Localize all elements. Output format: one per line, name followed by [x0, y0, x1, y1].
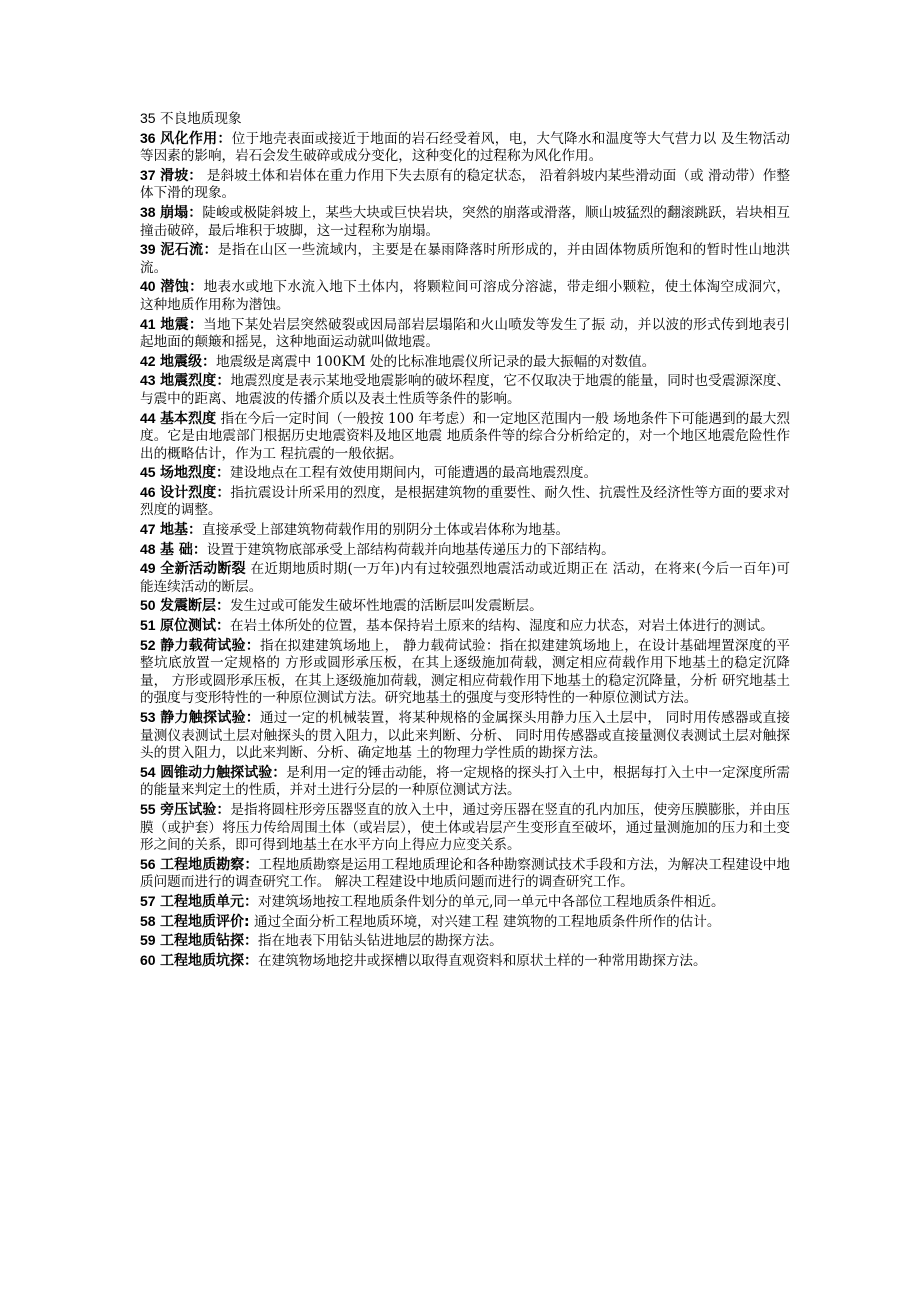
entry-definition: 指在拟建建筑场地上， 静力载荷试验：指在拟建建筑场地上，在设计基础埋置深度的平整坑底放置一定规格的 方形或圆形承压板，在其上逐级施加荷载，测定相应荷载作用下地基土的稳定沉降量， 方形或圆形承压板，在其上逐级施加荷载，测定相应荷载作用下地基土的稳定沉降量，分析 研究地基土的强度与变形特性的一种原位测试方法。研究地基土的强度与变形特性的一种原位测试方法。	[140, 637, 791, 707]
entry-number: 58	[140, 912, 156, 929]
definition-entry	[140, 913, 790, 932]
entry-definition: 是斜坡土体和岩体在重力作用下失去原有的稳定状态， 沿着斜坡内某些滑动面（或 滑动带）作整体下滑的现象。	[140, 167, 791, 202]
definition-entry	[140, 617, 790, 636]
entry-number: 41	[140, 315, 156, 332]
entry-definition: 地表水或地下水流入地下土体内，将颗粒间可溶成分溶滤，带走细小颗粒，使土体淘空成洞穴， 这种地质作用称为潜蚀。	[140, 279, 791, 313]
entry-number: 39	[140, 241, 156, 258]
entry-number: 54	[140, 763, 156, 780]
entry-number: 44	[140, 409, 156, 426]
heading-text: 不良地质现象	[160, 111, 242, 127]
definition-entry	[140, 560, 790, 596]
entry-definition: 是指将圆柱形旁压器竖直的放入土中，通过旁压器在竖直的孔内加压，使旁压膜膨胀，并由压膜（或护套）将压力传给周围土体（或岩层），使土体或岩层产生变形直至破坏，通过量测施加的压力和土变形之间的关系，即可得到地基土在水平方向上得应力应变关系。	[140, 801, 791, 854]
entry-term: 工程地质坑探：	[160, 952, 259, 969]
entry-definition: 陡峻或极陡斜坡上，某些大块或巨快岩块，突然的崩落或滑落，顺山坡猛烈的翻滚跳跃，岩块相互撞击破碎，最后堆积于坡脚，这一过程称为崩塌。	[140, 204, 791, 239]
definition-entry	[140, 130, 790, 166]
definition-entry	[140, 521, 790, 540]
entry-definition: 工程地质勘察是运用工程地质理论和各种勘察测试技术手段和方法，为解决工程建设中地质问题而进行的调查研究工作。 解决工程建设中地质问题而进行的调查研究工作。	[140, 856, 791, 891]
entry-term: 工程地质钻探：	[160, 933, 259, 950]
definition-entry	[140, 372, 790, 408]
entry-term: 工程地质单元：	[160, 893, 259, 910]
definition-entry	[140, 637, 790, 708]
definition-entry	[140, 278, 790, 314]
definition-entry	[140, 856, 790, 892]
entry-definition: 在岩土体所处的位置，基本保持岩土原来的结构、湿度和应力状态，对岩土体进行的测试。	[230, 618, 774, 635]
entry-definition: 是利用一定的锤击动能，将一定规格的探头打入土中，根据每打入土中一定深度所需的能量来判定土的性质，并对土进行分层的一种原位测试方法。	[140, 764, 791, 799]
definition-entry	[140, 410, 790, 464]
entry-term: 全新活动断裂	[160, 561, 246, 578]
entry-term: 地震：	[160, 316, 204, 333]
entry-definition: 指在今后一定时间（一般按 100 年考虑）和一定地区范围内一般 场地条件下可能遇到的最大烈度。它是由地震部门根据历史地震资料及地区地震 地质条件等的综合分析给定的，对一个地区地震危险性作出的概略估计，作为工 程抗震的一般依据。	[140, 410, 791, 462]
entry-number: 56	[140, 855, 156, 872]
entry-definition: 位于地壳表面或接近于地面的岩石经受着风，电，大气降水和温度等大气营力以 及生物活动等因素的影响，岩石会发生破碎或成分变化，这种变化的过程称为风化作用。	[140, 130, 791, 165]
definition-entry	[140, 597, 790, 616]
entry-definition: 设置于建筑物底部承受上部结构荷载并向地基传递压力的下部结构。	[206, 541, 615, 558]
entry-number: 53	[140, 709, 156, 725]
entry-number: 57	[140, 892, 156, 909]
entry-definition: 对建筑场地按工程地质条件划分的单元,同一单元中各部位工程地质条件相近。	[258, 893, 725, 910]
entry-term: 工程地质评价:	[160, 913, 250, 930]
definition-entry	[140, 316, 790, 352]
entry-number: 40	[140, 278, 156, 295]
heading-number: 35	[140, 110, 156, 126]
entry-number: 38	[140, 203, 156, 220]
entry-definition: 通过一定的机械装置，将某种规格的金属探头用静力压入土层中， 同时用传感器或直接量测仪表测试土层对触探头的贯入阻力，以此来判断、分析、 同时用传感器或直接量测仪表测试土层对触探头的贯入阻力，以此来判断、分析、确定地基 土的物理力学性质的勘探方法。	[140, 710, 791, 762]
definition-entry	[140, 952, 790, 971]
entry-number: 45	[140, 464, 156, 481]
entry-term: 基本烈度	[160, 410, 217, 427]
entry-term: 设计烈度：	[160, 484, 231, 501]
entry-term: 地基：	[160, 522, 203, 539]
entry-number: 59	[140, 932, 156, 949]
entry-term: 滑坡：	[160, 167, 203, 184]
definition-entry	[140, 353, 790, 372]
entry-term: 潜蚀：	[160, 279, 204, 296]
entry-number: 47	[140, 521, 156, 538]
entry-definition: 通过全面分析工程地质环境，对兴建工程 建筑物的工程地质条件所作的估计。	[249, 913, 721, 930]
entry-number: 43	[140, 372, 156, 389]
entry-definition: 是指在山区一些流域内，主要是在暴雨降落时所形成的，并由固体物质所饱和的暂时性山地洪流。	[140, 242, 791, 276]
entry-definition: 指抗震设计所采用的烈度，是根据建筑物的重要性、耐久性、抗震性及经济性等方面的要求对烈度的调整。	[140, 484, 791, 519]
entry-term: 基 础：	[160, 541, 207, 558]
entry-number: 51	[140, 617, 156, 634]
definition-entry	[140, 204, 790, 240]
definition-entry	[140, 801, 790, 855]
entry-definition: 指在地表下用钻头钻进地层的勘探方法。	[258, 933, 503, 950]
entry-number: 60	[140, 951, 156, 968]
definition-entry	[140, 167, 790, 203]
entry-term: 静力载荷试验：	[160, 637, 260, 654]
definition-entry	[140, 893, 790, 912]
entry-term: 工程地质勘察：	[160, 856, 259, 873]
document-page	[140, 110, 790, 971]
definition-entry	[140, 464, 790, 483]
entry-term: 泥石流：	[160, 242, 218, 259]
entry-number: 49	[140, 560, 156, 577]
entry-number: 37	[140, 166, 156, 183]
entry-number: 36	[140, 129, 156, 146]
entry-number: 50	[140, 597, 156, 614]
entry-term: 地震级：	[160, 353, 217, 370]
entry-number: 42	[140, 352, 156, 369]
entry-number: 55	[140, 800, 156, 817]
definition-list	[140, 130, 790, 971]
entry-term: 旁压试验：	[160, 801, 231, 818]
section-heading	[140, 110, 790, 129]
entry-definition: 建设地点在工程有效使用期间内，可能遭遇的最高地震烈度。	[230, 465, 598, 482]
definition-entry	[140, 241, 790, 277]
entry-term: 圆锥动力触探试验：	[160, 764, 287, 781]
entry-definition: 发生过或可能发生破坏性地震的活断层叫发震断层。	[230, 598, 543, 615]
entry-term: 发震断层：	[160, 598, 231, 615]
entry-definition: 直接承受上部建筑物荷载作用的别阴分土体或岩体称为地基。	[202, 522, 570, 539]
definition-entry	[140, 932, 790, 951]
definition-entry	[140, 764, 790, 800]
entry-definition: 在建筑物场地挖井或探槽以取得直观资料和原状土样的一种常用勘探方法。	[258, 952, 707, 969]
entry-term: 静力触探试验：	[160, 710, 260, 726]
entry-definition: 当地下某处岩层突然破裂或因局部岩层塌陷和火山喷发等发生了振 动，并以波的形式传到地表引起地面的颠簸和摇晃，这种地面运动就叫做地震。	[140, 316, 791, 351]
entry-number: 52	[140, 636, 156, 653]
definition-entry	[140, 484, 790, 520]
entry-term: 原位测试：	[160, 618, 231, 635]
entry-term: 地震烈度：	[160, 373, 231, 390]
entry-term: 风化作用：	[160, 130, 232, 147]
entry-term: 崩塌：	[160, 204, 203, 221]
entry-definition: 在近期地质时期(一万年)内有过较强烈地震活动或近期正在 活动，在将来(今后一百年)可能连续活动的断层。	[140, 561, 790, 595]
entry-number: 46	[140, 483, 156, 500]
entry-definition: 地震级是离震中 100KM 处的比标准地震仪所记录的最大振幅的对数值。	[216, 353, 656, 370]
entry-definition: 地震烈度是表示某地受地震影响的破坏程度，它不仅取决于地震的能量，同时也受震源深度、与震中的距离、地震波的传播介质以及表土性质等条件的影响。	[140, 373, 791, 407]
definition-entry	[140, 709, 790, 763]
definition-entry	[140, 541, 790, 560]
entry-number: 48	[140, 540, 156, 557]
entry-term: 场地烈度：	[160, 465, 231, 482]
